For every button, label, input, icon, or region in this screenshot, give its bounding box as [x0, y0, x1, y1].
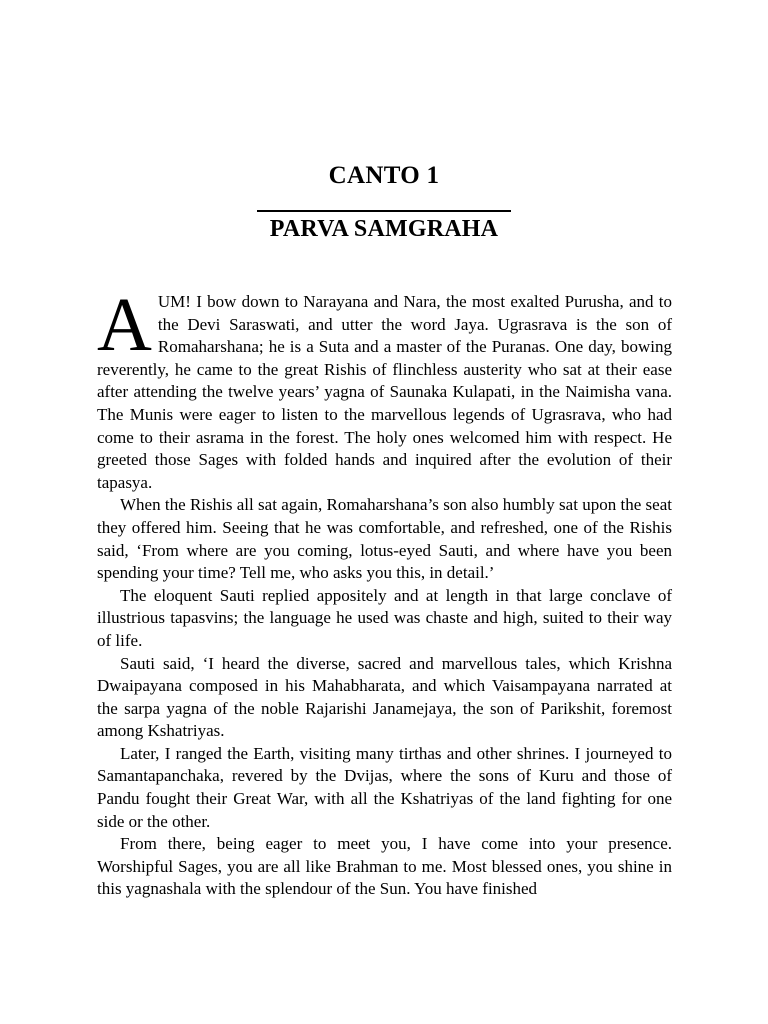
body-text — [97, 283, 672, 901]
parva-title: PARVA SAMGRAHA — [269, 216, 499, 242]
paragraph-5: Later, I ranged the Earth, visiting many tirthas and other shrines. I journeyed to Samantapanchaka, revered by the Dvijas, where the sons of Kuru and those of Pandu fought their Great War, with all the Kshatriyas of the land fighting for one side or the other. — [97, 743, 672, 831]
paragraph-6: From there, being eager to meet you, I have come into your presence. Worshipful Sages, you are all like Brahman to me. Most blessed ones, you shine in this yagnashala with the splendour of the Sun. You have finished — [97, 834, 672, 899]
title-divider — [257, 210, 511, 212]
paragraph-1-text: UM! I bow down to Narayana and Nara, the most exalted Purusha, and to the Devi Saraswati, and utter the word Jaya. Ugrasrava is the son of Romaharshana; he is a Suta and a master of the Puranas. One day, bowing reverently, he came to the great Rishis of flinchless austerity who sat at their ease after attending the twelve years’ yagna of Saunaka Kulapati, in the Naimisha vana. The Munis were eager to listen to the marvellous legends of Ugrasrava, who had come to their asrama in the forest. The holy ones welcomed him with respect. He greeted those Sages with folded hands and inquired after the evolution of their tapasya. — [97, 292, 672, 492]
paragraph-3: The eloquent Sauti replied appositely and at length in that large conclave of illustrious tapasvins; the language he used was chaste and high, suited to their way of life. — [97, 585, 672, 650]
paragraph-1 — [97, 283, 672, 494]
drop-cap: A — [97, 283, 152, 367]
paragraph-2: When the Rishis all sat again, Romaharshana’s son also humbly sat upon the seat they offered him. Seeing that he was comfortable, and refreshed, one of the Rishis said, ‘From where are you coming, lotus-eyed Sauti, and where have you been spending your time? Tell me, who asks you this, in detail.’ — [97, 495, 672, 583]
paragraph-4: Sauti said, ‘I heard the diverse, sacred and marvellous tales, which Krishna Dwaipayana composed in his Mahabharata, and which Vaisampayana narrated at the sarpa yagna of the noble Rajarishi Janamejaya, the son of Parikshit, foremost among Kshatriyas. — [97, 653, 672, 741]
canto-title: CANTO 1 — [328, 162, 440, 189]
